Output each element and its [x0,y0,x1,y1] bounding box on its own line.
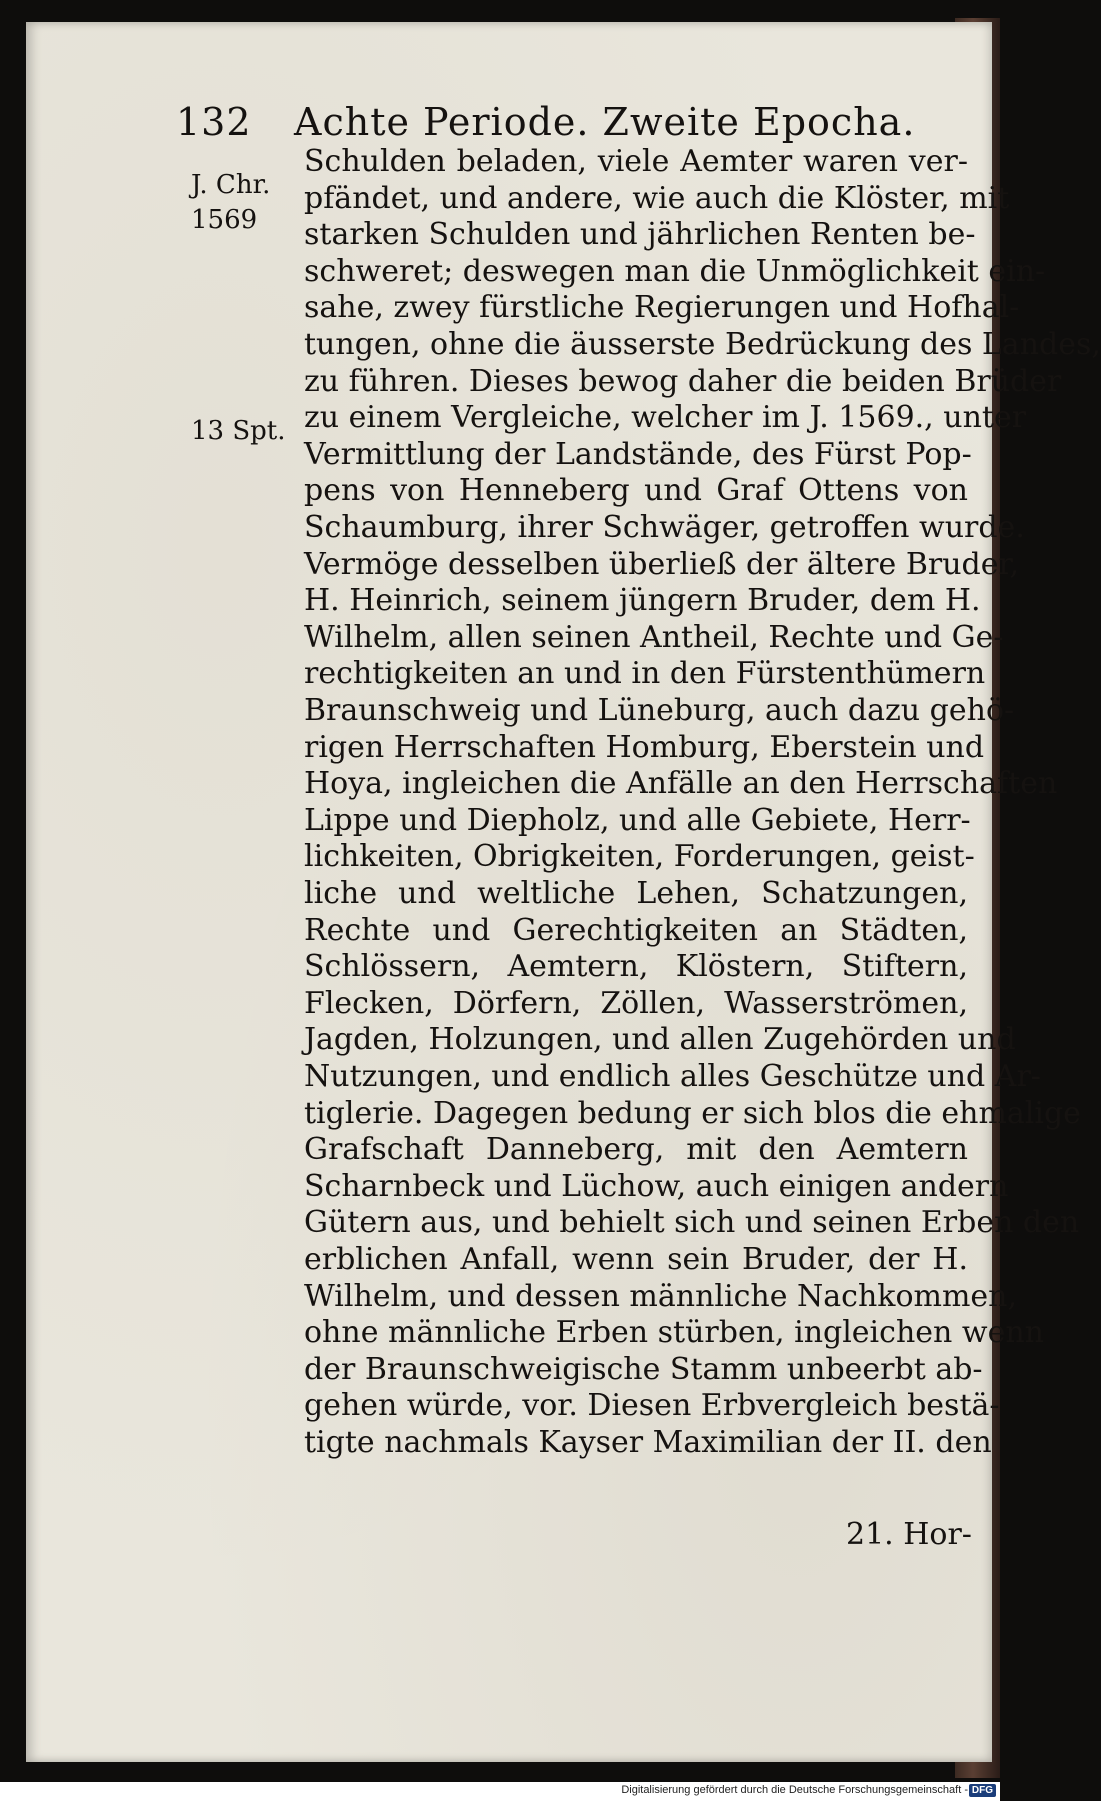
text-line: Schulden beladen, viele Aemter waren ver- [304,144,968,179]
text-line: Scharnbeck und Lüchow, auch einigen andern [304,1168,1009,1204]
text-line: tiglerie. Dagegen bedung er sich blos die ehmalige [304,1095,1081,1131]
text-line: H. Heinrich, seinem jüngern Bruder, dem H. [304,583,981,619]
page-number: 132 [176,100,252,144]
margin-note-year-label: J. Chr. [191,170,271,200]
text-line: Nutzungen, und endlich alles Geschütze und Ar- [304,1059,1041,1094]
text-line: sahe, zwey fürstliche Regierungen und Hofhal- [304,290,1020,326]
margin-note-year: 1569 [191,205,258,235]
text-line: der Braunschweigische Stamm unbeerbt ab- [304,1351,983,1387]
text-line: Vermöge desselben überließ der ältere Bruder, [304,546,1020,582]
text-line: tigte nachmals Kayser Maximilian der II. den [304,1425,992,1460]
text-line: Schaumburg, ihrer Schwäger, getroffen wurde. [304,510,1025,545]
text-line: schweret; deswegen man die Unmöglichkeit ein- [304,253,1046,289]
text-line: tungen, ohne die äusserste Bedrückung des Landes, [304,327,1101,362]
text-line: Flecken, Dörfern, Zöllen, Wasserströmen, [304,985,968,1021]
text-line: lichkeiten, Obrigkeiten, Forderungen, geist- [304,839,975,875]
text-line: pens von Henneberg und Graf Ottens von [304,473,968,509]
text-line: zu einem Vergleiche, welcher im J. 1569., unter [304,400,1027,436]
text-line: Vermittlung der Landstände, des Fürst Pop- [304,436,972,472]
text-line: Gütern aus, und behielt sich und seinen Erben den [304,1205,1080,1241]
dfg-logo: DFG [969,1784,996,1797]
book-page [26,22,1101,1762]
text-line: gehen würde, vor. Diesen Erbvergleich bestä- [304,1388,1000,1424]
text-line: Wilhelm, allen seinen Antheil, Rechte und Ge- [304,619,1004,655]
text-line: Braunschweig und Lüneburg, auch dazu gehö- [304,693,1015,728]
text-line: Grafschaft Danneberg, mit den Aemtern [304,1132,968,1168]
funding-notice: Digitalisierung gefördert durch die Deutsche Forschungsgemeinschaft - [621,1784,968,1796]
text-line: erblichen Anfall, wenn sein Bruder, der H. [304,1242,968,1277]
running-title: Achte Periode. Zweite Epocha. [294,100,916,144]
text-line: zu führen. Dieses bewog daher die beiden Brüder [304,363,1062,399]
text-line: Schlössern, Aemtern, Klöstern, Stiftern, [304,949,968,985]
text-line: Wilhelm, und dessen männliche Nachkommen, [304,1278,1018,1314]
text-line: pfändet, und andere, wie auch die Klöster, mit [304,180,1010,216]
text-line: Hoya, ingleichen die Anfälle an den Herrschaften [304,766,1058,802]
catchword: 21. Hor- [846,1517,972,1552]
text-line: rigen Herrschaften Homburg, Eberstein und [304,729,985,765]
text-line: Lippe und Diepholz, und alle Gebiete, Herr- [304,802,971,838]
text-line: ohne männliche Erben stürben, ingleichen wenn [304,1315,1044,1351]
text-line: starken Schulden und jährlichen Renten be- [304,217,976,253]
text-line: Rechte und Gerechtigkeiten an Städten, [304,912,968,948]
text-line: liche und weltliche Lehen, Schatzungen, [304,876,968,911]
text-line: Jagden, Holzungen, und allen Zugehörden und [304,1022,1016,1058]
text-line: rechtigkeiten an und in den Fürstenthümern [304,656,986,692]
margin-note-date: 13 Spt. [191,416,286,446]
